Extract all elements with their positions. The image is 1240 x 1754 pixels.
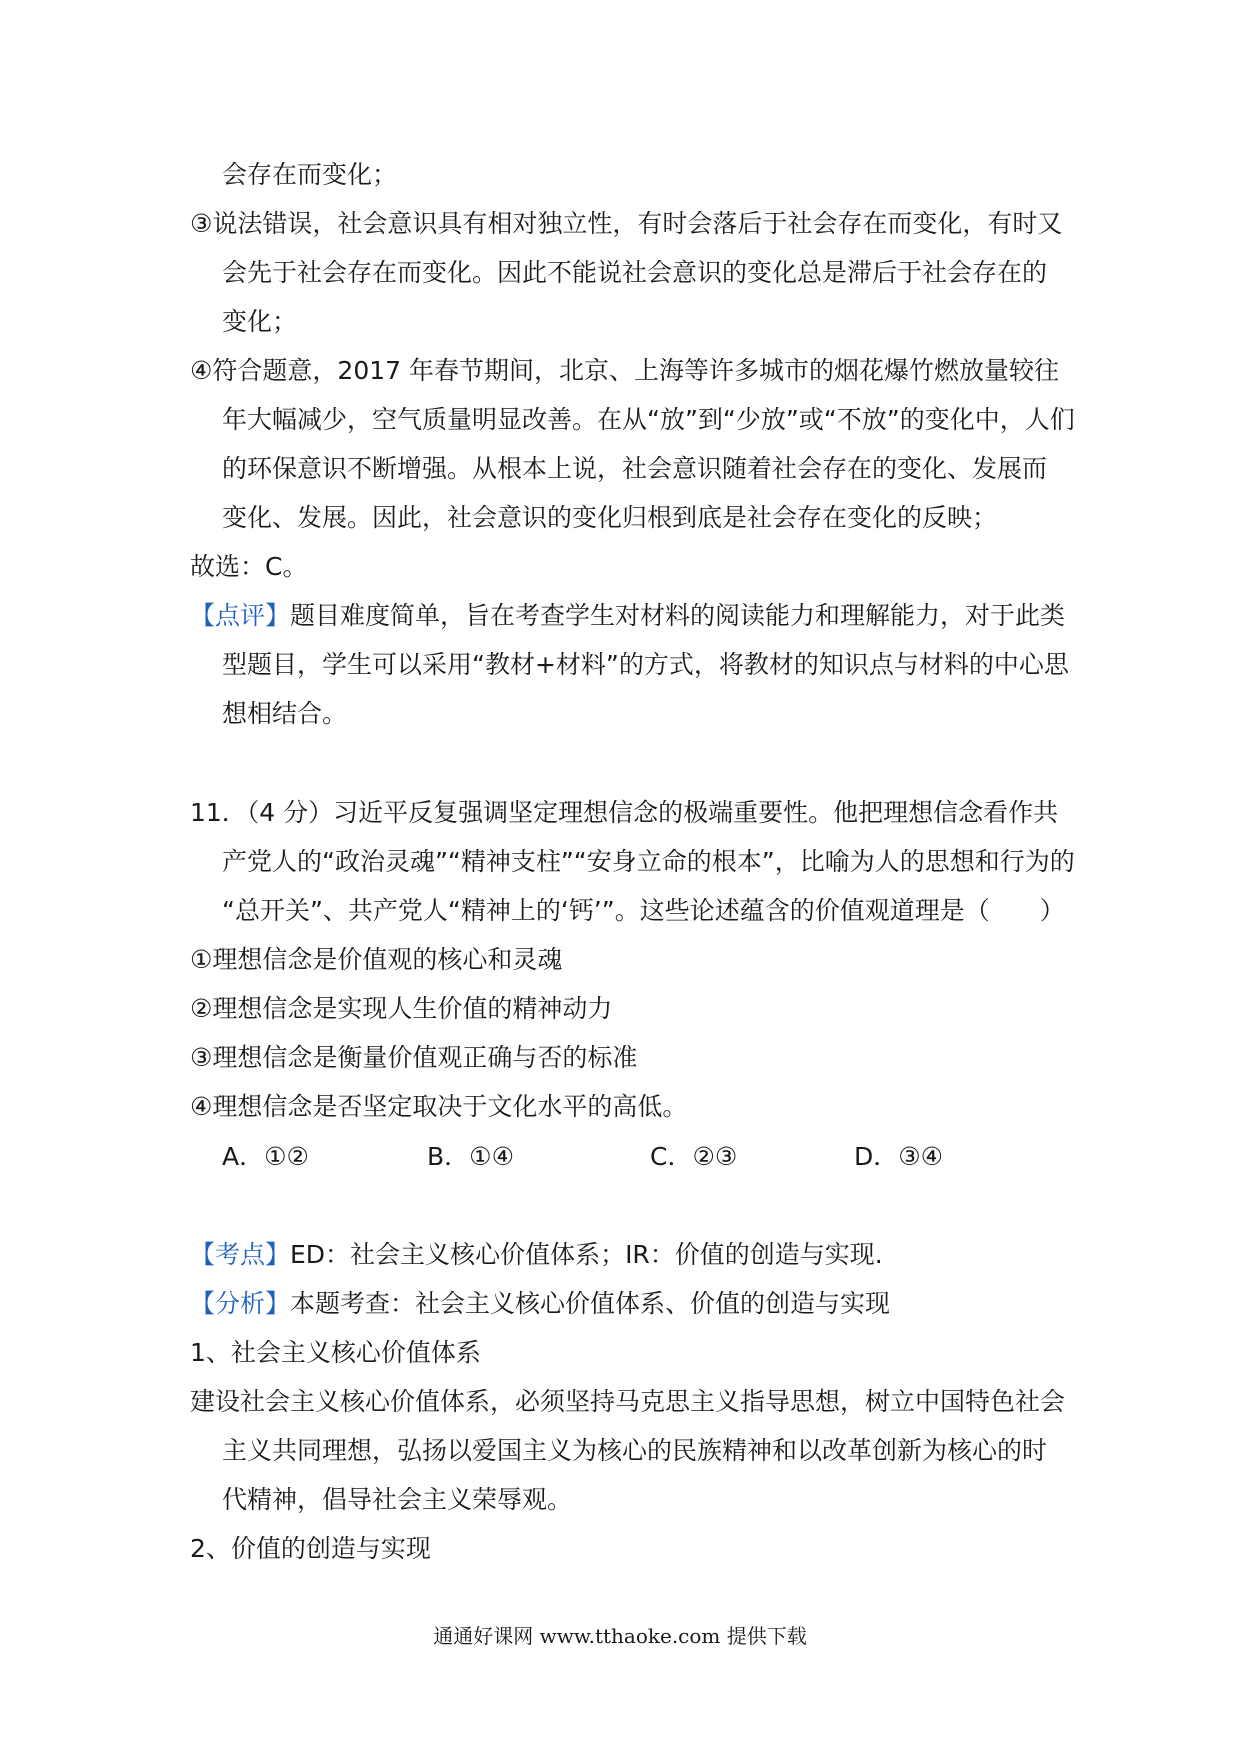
explanation-line: 会先于社会存在而变化。因此不能说社会意识的变化总是滞后于社会存在的: [222, 258, 1048, 287]
fenxi-line: [190, 1287, 1070, 1321]
comment-text: 题目难度简单，旨在考查学生对材料的阅读能力和理解能力，对于此类: [290, 601, 1066, 630]
paragraph-line: 代精神，倡导社会主义荣辱观。: [222, 1485, 573, 1514]
fenxi-text: 本题考查：社会主义核心价值体系、价值的创造与实现: [290, 1289, 891, 1318]
section-heading: 2、价值的创造与实现: [190, 1534, 431, 1563]
option-c: C．②③: [650, 1142, 738, 1171]
comment-line: [190, 599, 1070, 633]
comment-line: 想相结合。: [222, 699, 348, 728]
option-a: A．①②: [222, 1142, 309, 1171]
question-stem-line: 11．（4 分）习近平反复强调坚定理想信念的极端重要性。他把理想信念看作共: [190, 798, 1059, 827]
question-item: ④理想信念是否坚定取决于文化水平的高低。: [190, 1092, 688, 1121]
question-item: ①理想信念是价值观的核心和灵魂: [190, 945, 563, 974]
kaodian-text: ED：社会主义核心价值体系；IR：价值的创造与实现.: [290, 1240, 883, 1269]
kaodian-tag: 【考点】: [190, 1240, 291, 1269]
explanation-line: 变化、发展。因此，社会意识的变化归根到底是社会存在变化的反映；: [222, 503, 998, 532]
explanation-line: 变化；: [222, 307, 298, 336]
paragraph-line: 主义共同理想，弘扬以爱国主义为核心的民族精神和以改革创新为核心的时: [222, 1436, 1048, 1465]
kaodian-line: [190, 1238, 1070, 1272]
fenxi-tag: 【分析】: [190, 1289, 291, 1318]
answer-options: [222, 1140, 1022, 1174]
option-b: B．①④: [427, 1142, 514, 1171]
question-stem-line: “总开关”、共产党人“精神上的‘钙’”。这些论述蕴含的价值观道理是（ ）: [222, 896, 1065, 925]
section-heading: 1、社会主义核心价值体系: [190, 1338, 481, 1367]
option-d: D．③④: [854, 1142, 944, 1171]
question-item: ③理想信念是衡量价值观正确与否的标准: [190, 1043, 638, 1072]
question-item: ②理想信念是实现人生价值的精神动力: [190, 994, 613, 1023]
explanation-line: ④符合题意，2017 年春节期间，北京、上海等许多城市的烟花爆竹燃放量较往: [190, 356, 1059, 385]
answer-line: 故选：C。: [190, 552, 308, 581]
question-stem-line: 产党人的“政治灵魂”“精神支柱”“安身立命的根本”，比喻为人的思想和行为的: [222, 847, 1075, 876]
explanation-line: 年大幅减少，空气质量明显改善。在从“放”到“少放”或“不放”的变化中，人们: [222, 405, 1075, 434]
page-footer: 通通好课网 www.tthaoke.com 提供下载: [433, 1624, 807, 1648]
explanation-line: ③说法错误，社会意识具有相对独立性，有时会落后于社会存在而变化，有时又: [190, 209, 1063, 238]
paragraph-line: 建设社会主义核心价值体系，必须坚持马克思主义指导思想，树立中国特色社会: [190, 1387, 1066, 1416]
explanation-line: 的环保意识不断增强。从根本上说，社会意识随着社会存在的变化、发展而: [222, 454, 1048, 483]
comment-line: 型题目，学生可以采用“教材+材料”的方式，将教材的知识点与材料的中心思: [222, 650, 1069, 679]
explanation-line: 会存在而变化；: [222, 160, 398, 189]
comment-tag: 【点评】: [190, 601, 291, 630]
